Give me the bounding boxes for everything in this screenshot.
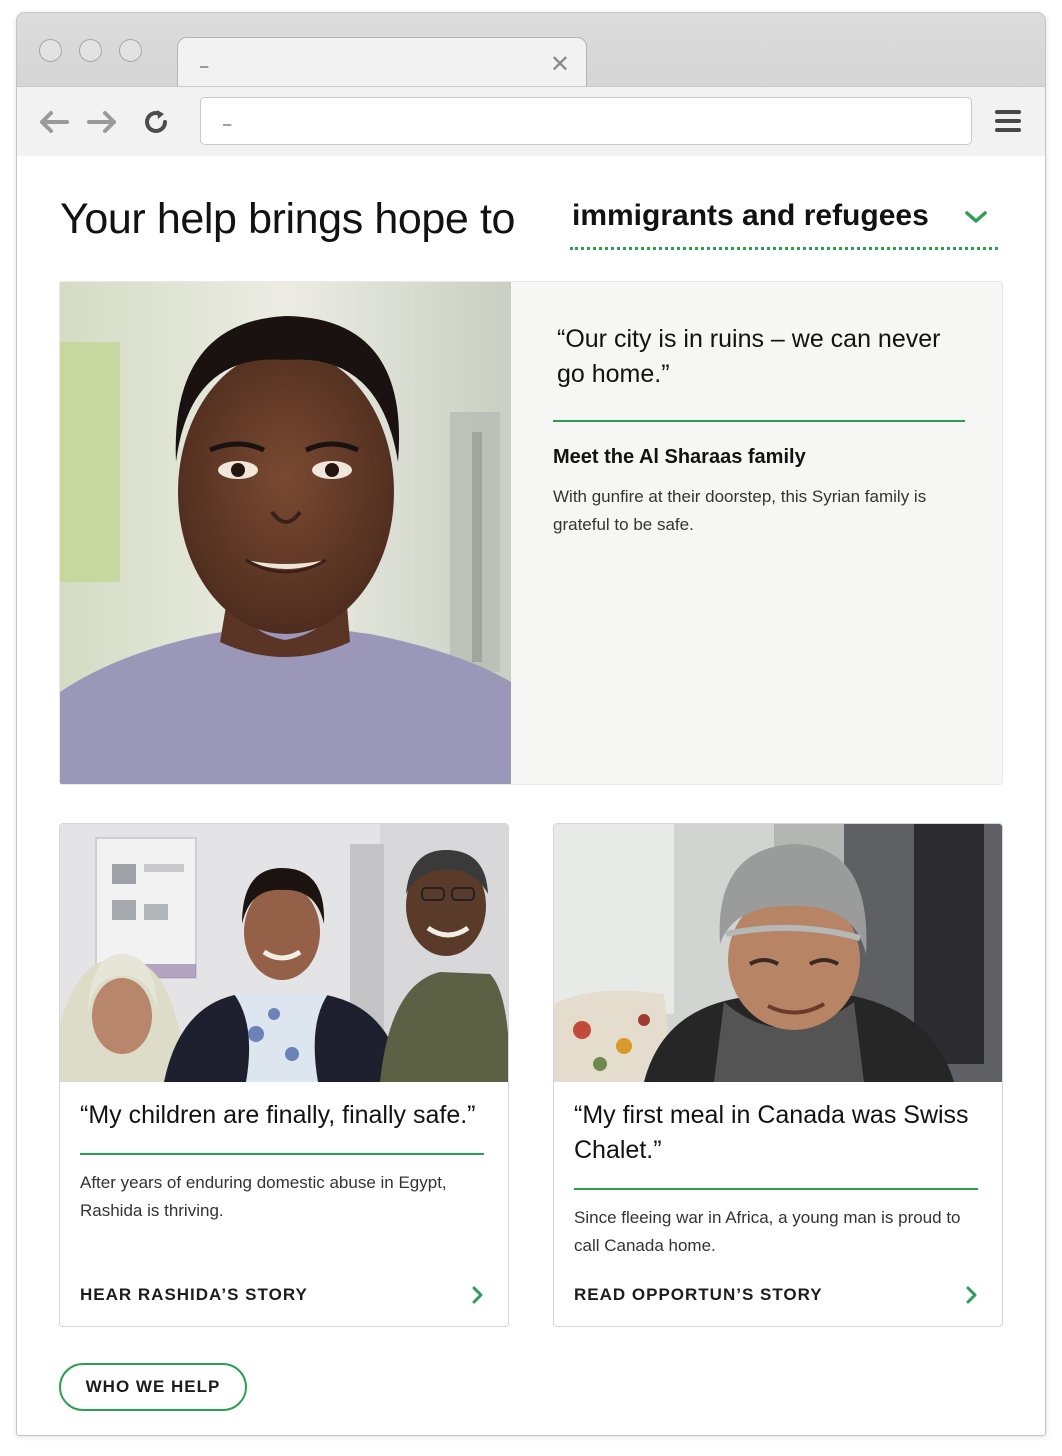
- page-title: Your help brings hope to: [60, 195, 516, 243]
- featured-divider: [553, 420, 965, 422]
- address-bar[interactable]: [200, 97, 972, 145]
- hear-rashida-story-link[interactable]: [80, 1282, 484, 1308]
- story-divider: [80, 1153, 484, 1155]
- story-link-label: READ OPPORTUN’S STORY: [574, 1285, 823, 1304]
- browser-tab[interactable]: [177, 37, 587, 87]
- group-photo: [60, 824, 509, 1082]
- forward-arrow-icon[interactable]: [85, 107, 119, 137]
- audience-dropdown[interactable]: [570, 195, 998, 250]
- window-zoom-dot[interactable]: [119, 39, 142, 62]
- portrait-photo: [60, 282, 511, 785]
- audience-dropdown-value: immigrants and refugees: [572, 199, 929, 232]
- story-description: After years of enduring domestic abuse in Egypt, Rashida is thriving.: [80, 1173, 447, 1220]
- who-we-help-button[interactable]: [59, 1363, 247, 1411]
- featured-description: With gunfire at their doorstep, this Syrian family is grateful to be safe.: [553, 487, 927, 534]
- story-quote: “My children are finally, finally safe.”: [80, 1101, 476, 1129]
- address-value: –: [223, 116, 232, 133]
- woman-photo: [554, 824, 1003, 1082]
- story-card-body: [80, 1098, 484, 1225]
- story-description: Since fleeing war in Africa, a young man is proud to call Canada home.: [574, 1208, 961, 1255]
- browser-window: [16, 12, 1046, 1436]
- browser-chrome: [17, 13, 1045, 156]
- featured-story-text: [553, 322, 965, 539]
- story-card-body: [574, 1098, 978, 1260]
- featured-story-card[interactable]: [59, 281, 1003, 785]
- browser-toolbar: [17, 86, 1045, 156]
- tab-title: –: [200, 58, 209, 75]
- featured-quote: “Our city is in ruins – we can never go home.”: [557, 325, 941, 388]
- story-quote: “My first meal in Canada was Swiss Chalet.”: [574, 1101, 969, 1164]
- tab-close-icon[interactable]: ✕: [549, 51, 570, 78]
- read-opportun-story-link[interactable]: [574, 1282, 978, 1308]
- story-divider: [574, 1188, 978, 1190]
- story-link-label: HEAR RASHIDA’S STORY: [80, 1285, 308, 1304]
- window-minimize-dot[interactable]: [79, 39, 102, 62]
- hamburger-menu-icon[interactable]: [995, 110, 1021, 134]
- chevron-down-icon: [964, 209, 988, 225]
- reload-icon[interactable]: [139, 107, 173, 137]
- chevron-right-icon: [966, 1286, 978, 1304]
- who-we-help-label: WHO WE HELP: [85, 1377, 221, 1396]
- featured-heading: Meet the Al Sharaas family: [553, 446, 806, 468]
- story-card-opportun[interactable]: [553, 823, 1003, 1327]
- headline-row: [60, 195, 1000, 265]
- window-close-dot[interactable]: [39, 39, 62, 62]
- story-card-rashida[interactable]: [59, 823, 509, 1327]
- back-arrow-icon[interactable]: [37, 107, 71, 137]
- chevron-right-icon: [472, 1286, 484, 1304]
